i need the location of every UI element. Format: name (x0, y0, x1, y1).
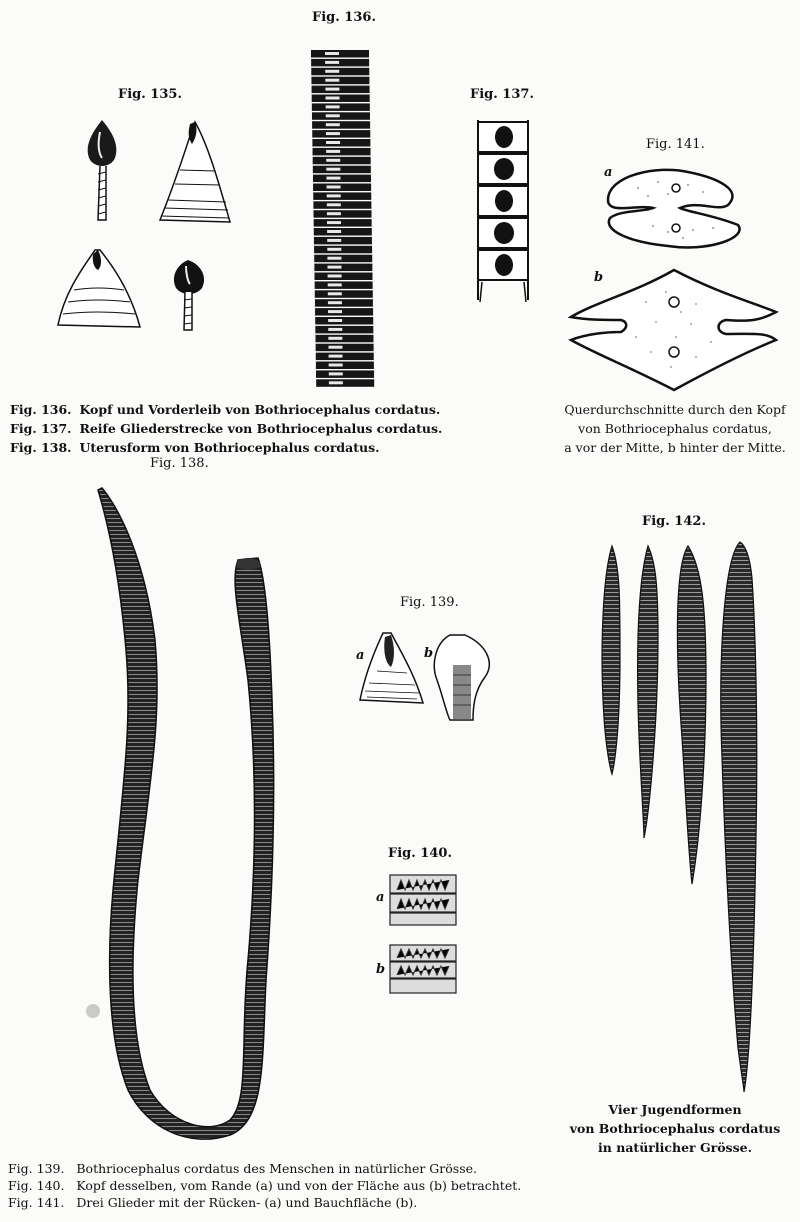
segment-highlight (325, 52, 339, 55)
segment (312, 121, 370, 129)
segment-highlight (327, 248, 341, 251)
segment-highlight (327, 239, 341, 242)
captions-upper (10, 400, 442, 457)
captions-lower (8, 1160, 521, 1211)
fig141-sub-a: a (604, 165, 613, 180)
segment-highlight (326, 159, 340, 162)
caption-fig136: Fig. 136. Kopf und Vorderleib von Bothriocephalus cordatus. (10, 402, 441, 417)
segment (312, 112, 370, 120)
segment (315, 290, 373, 298)
segment (314, 219, 372, 227)
fig138-whole-worm-illustration (90, 480, 290, 1140)
segment-highlight (327, 257, 341, 260)
segment-highlight (326, 141, 340, 144)
fig139-sub-a: a (356, 648, 365, 663)
fig140-label: Fig. 140. (388, 846, 452, 861)
segment-highlight (328, 292, 342, 295)
fig139-sub-b: b (424, 646, 434, 661)
segment (314, 228, 372, 236)
segment-highlight (327, 194, 341, 197)
caption-fig142-line2: von Bothriocephalus cordatus (569, 1121, 781, 1136)
fig142-juvenile-forms-illustration (598, 538, 778, 1098)
fig141-sub-b: b (594, 270, 604, 285)
fig140-sub-b: b (376, 962, 386, 977)
segment (315, 308, 373, 316)
segment-highlight (325, 61, 339, 64)
segment (313, 192, 371, 200)
segment (315, 317, 373, 325)
caption-fig138: Fig. 138. Uterusform von Bothriocephalus cordatus. (10, 440, 380, 455)
caption-fig142-line1: Vier Jugendformen (608, 1102, 742, 1117)
segment (316, 370, 374, 378)
segment-highlight (328, 266, 342, 269)
segment (313, 175, 371, 183)
segment (315, 281, 373, 289)
segment-highlight (326, 132, 340, 135)
segment-highlight (325, 79, 339, 82)
segment (314, 237, 372, 245)
segment (314, 246, 372, 254)
segment-highlight (326, 177, 340, 180)
caption-fig141 (555, 400, 795, 457)
fig138-label: Fig. 138. (150, 456, 209, 471)
segment-highlight (325, 70, 339, 73)
segment (313, 148, 371, 156)
segment (312, 95, 370, 103)
segment-highlight (328, 319, 342, 322)
segment (315, 299, 373, 307)
caption-fig141-lower: Fig. 141. Drei Glieder mit der Rücken- (a) und Bauchfläche (b). (8, 1195, 418, 1210)
segment (313, 201, 371, 209)
segment-highlight (326, 97, 340, 100)
caption-fig142 (565, 1100, 785, 1157)
fig137-segments-illustration (470, 110, 540, 310)
caption-fig141-line1: Querdurchschnitte durch den Kopf (564, 402, 786, 417)
segment (316, 362, 374, 370)
caption-fig139: Fig. 139. Bothriocephalus cordatus des Menschen in natürlicher Grösse. (8, 1161, 477, 1176)
fig141-label: Fig. 141. (646, 137, 705, 152)
caption-fig141-line2: von Bothriocephalus cordatus, (578, 421, 772, 436)
caption-fig142-line3: in natürlicher Grösse. (598, 1140, 752, 1155)
segment (316, 344, 374, 352)
fig136-segmented-body-illustration (305, 40, 385, 390)
segment-highlight (329, 372, 343, 375)
segment-highlight (328, 310, 342, 313)
segment (312, 130, 370, 138)
segment (311, 77, 369, 85)
segment-highlight (329, 355, 343, 358)
segment-highlight (328, 328, 342, 331)
segment (312, 86, 370, 94)
segment-highlight (328, 301, 342, 304)
segment-highlight (329, 364, 343, 367)
segment (311, 59, 369, 67)
fig135-heads-illustration (40, 110, 300, 340)
segment-highlight (327, 230, 341, 233)
segment (316, 353, 374, 361)
segment-highlight (326, 168, 340, 171)
segment-highlight (326, 150, 340, 153)
fig141-cross-section-b (566, 262, 786, 397)
fig140-segments (385, 870, 465, 1010)
segment-highlight (327, 203, 341, 206)
segment-highlight (327, 221, 341, 224)
fig142-label: Fig. 142. (642, 514, 706, 529)
segment (315, 273, 373, 281)
segment-highlight (328, 283, 342, 286)
fig135-label: Fig. 135. (118, 87, 182, 102)
segment-highlight (328, 346, 342, 349)
fig136-label: Fig. 136. (312, 10, 376, 25)
caption-fig141-line3: a vor der Mitte, b hinter der Mitte. (564, 440, 786, 455)
segment-highlight (326, 123, 340, 126)
fig140-sub-a: a (376, 890, 385, 905)
segment (315, 326, 373, 334)
segment (314, 264, 372, 272)
segment (311, 50, 369, 58)
segment-highlight (327, 186, 341, 189)
segment (315, 335, 373, 343)
ink-spot (86, 1004, 100, 1018)
fig139-head-views (355, 625, 505, 725)
fig137-label: Fig. 137. (470, 87, 534, 102)
fig141-cross-section-a (598, 160, 758, 255)
segment (314, 210, 372, 218)
segment (312, 139, 370, 147)
caption-fig137: Fig. 137. Reife Gliederstrecke von Bothriocephalus cordatus. (10, 421, 443, 436)
segment (313, 184, 371, 192)
segment-highlight (326, 114, 340, 117)
segment (313, 157, 371, 165)
fig139-label: Fig. 139. (400, 595, 459, 610)
segment (314, 255, 372, 263)
segment-highlight (327, 212, 341, 215)
segment-highlight (325, 88, 339, 91)
segment (311, 68, 369, 76)
segment (312, 103, 370, 111)
segment-highlight (328, 275, 342, 278)
segment-highlight (326, 105, 340, 108)
segment (316, 379, 374, 387)
segment (313, 166, 371, 174)
segment-highlight (328, 337, 342, 340)
segment-highlight (329, 381, 343, 384)
caption-fig140: Fig. 140. Kopf desselben, vom Rande (a) und von der Fläche aus (b) betrachtet. (8, 1178, 522, 1193)
